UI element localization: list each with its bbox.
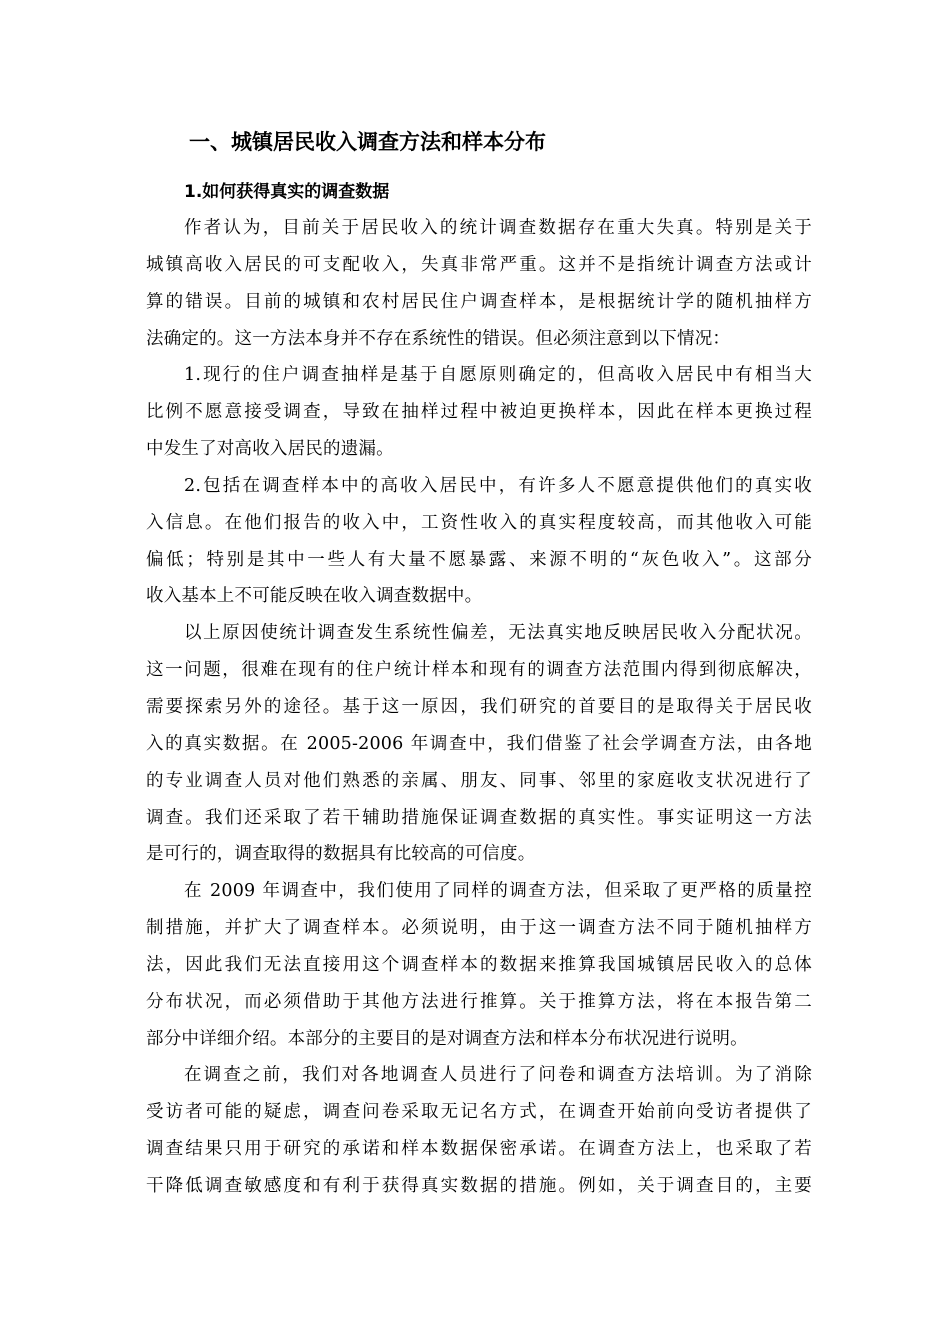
text-line: 干降低调查敏感度和有利于获得真实数据的措施。例如，关于调查目的，主要: [146, 1175, 812, 1196]
text-line: 入信息。在他们报告的收入中，工资性收入的真实程度较高，而其他收入可能: [146, 512, 812, 533]
text-line: 受访者可能的疑虑，调查问卷采取无记名方式，在调查开始前向受访者提供了: [146, 1102, 812, 1123]
text-line: 是可行的，调查取得的数据具有比较高的可信度。: [146, 844, 536, 865]
text-line: 在 2009 年调查中，我们使用了同样的调查方法，但采取了更严格的质量控: [184, 881, 812, 902]
text-line: 部分中详细介绍。本部分的主要目的是对调查方法和样本分布状况进行说明。: [146, 1028, 748, 1049]
text-line: 法确定的。这一方法本身并不存在系统性的错误。但必须注意到以下情况：: [146, 328, 731, 349]
text-line: 调查。我们还采取了若干辅助措施保证调查数据的真实性。事实证明这一方法: [146, 807, 812, 828]
text-line: 法，因此我们无法直接用这个调查样本的数据来推算我国城镇居民收入的总体: [146, 954, 812, 975]
text-line: 比例不愿意接受调查，导致在抽样过程中被迫更换样本，因此在样本更换过程: [146, 402, 812, 423]
text-line: 入的真实数据。在 2005-2006 年调查中，我们借鉴了社会学调查方法，由各地: [146, 733, 812, 754]
text-line: 1.现行的住户调查抽样是基于自愿原则确定的，但高收入居民中有相当大: [184, 365, 812, 386]
text-line: 收入基本上不可能反映在收入调查数据中。: [146, 586, 483, 607]
text-line: 偏低；特别是其中一些人有大量不愿暴露、来源不明的“灰色收入”。这部分: [146, 549, 812, 570]
text-line: 的专业调查人员对他们熟悉的亲属、朋友、同事、邻里的家庭收支状况进行了: [146, 770, 812, 791]
section-heading: 一、城镇居民收入调查方法和样本分布: [189, 130, 546, 154]
text-line: 算的错误。目前的城镇和农村居民住户调查样本，是根据统计学的随机抽样方: [146, 291, 812, 312]
text-line: 城镇高收入居民的可支配收入，失真非常严重。这并不是指统计调查方法或计: [146, 254, 812, 275]
text-line: 以上原因使统计调查发生系统性偏差，无法真实地反映居民收入分配状况。: [184, 623, 812, 644]
text-line: 分布状况，而必须借助于其他方法进行推算。关于推算方法，将在本报告第二: [146, 991, 812, 1012]
subsection-heading: 1.如何获得真实的调查数据: [184, 182, 390, 202]
body-text: [146, 210, 812, 1205]
text-line: 调查结果只用于研究的承诺和样本数据保密承诺。在调查方法上，也采取了若: [146, 1139, 812, 1160]
text-line: 这一问题，很难在现有的住户统计样本和现有的调查方法范围内得到彻底解决，: [146, 660, 812, 681]
text-line: 2.包括在调查样本中的高收入居民中，有许多人不愿意提供他们的真实收: [184, 475, 812, 496]
text-line: 需要探索另外的途径。基于这一原因，我们研究的首要目的是取得关于居民收: [146, 696, 812, 717]
text-line: 制措施，并扩大了调查样本。必须说明，由于这一调查方法不同于随机抽样方: [146, 918, 812, 939]
text-line: 在调查之前，我们对各地调查人员进行了问卷和调查方法培训。为了消除: [184, 1065, 812, 1086]
text-line: 中发生了对高收入居民的遗漏。: [146, 439, 394, 460]
text-line: 作者认为，目前关于居民收入的统计调查数据存在重大失真。特别是关于: [184, 218, 812, 238]
